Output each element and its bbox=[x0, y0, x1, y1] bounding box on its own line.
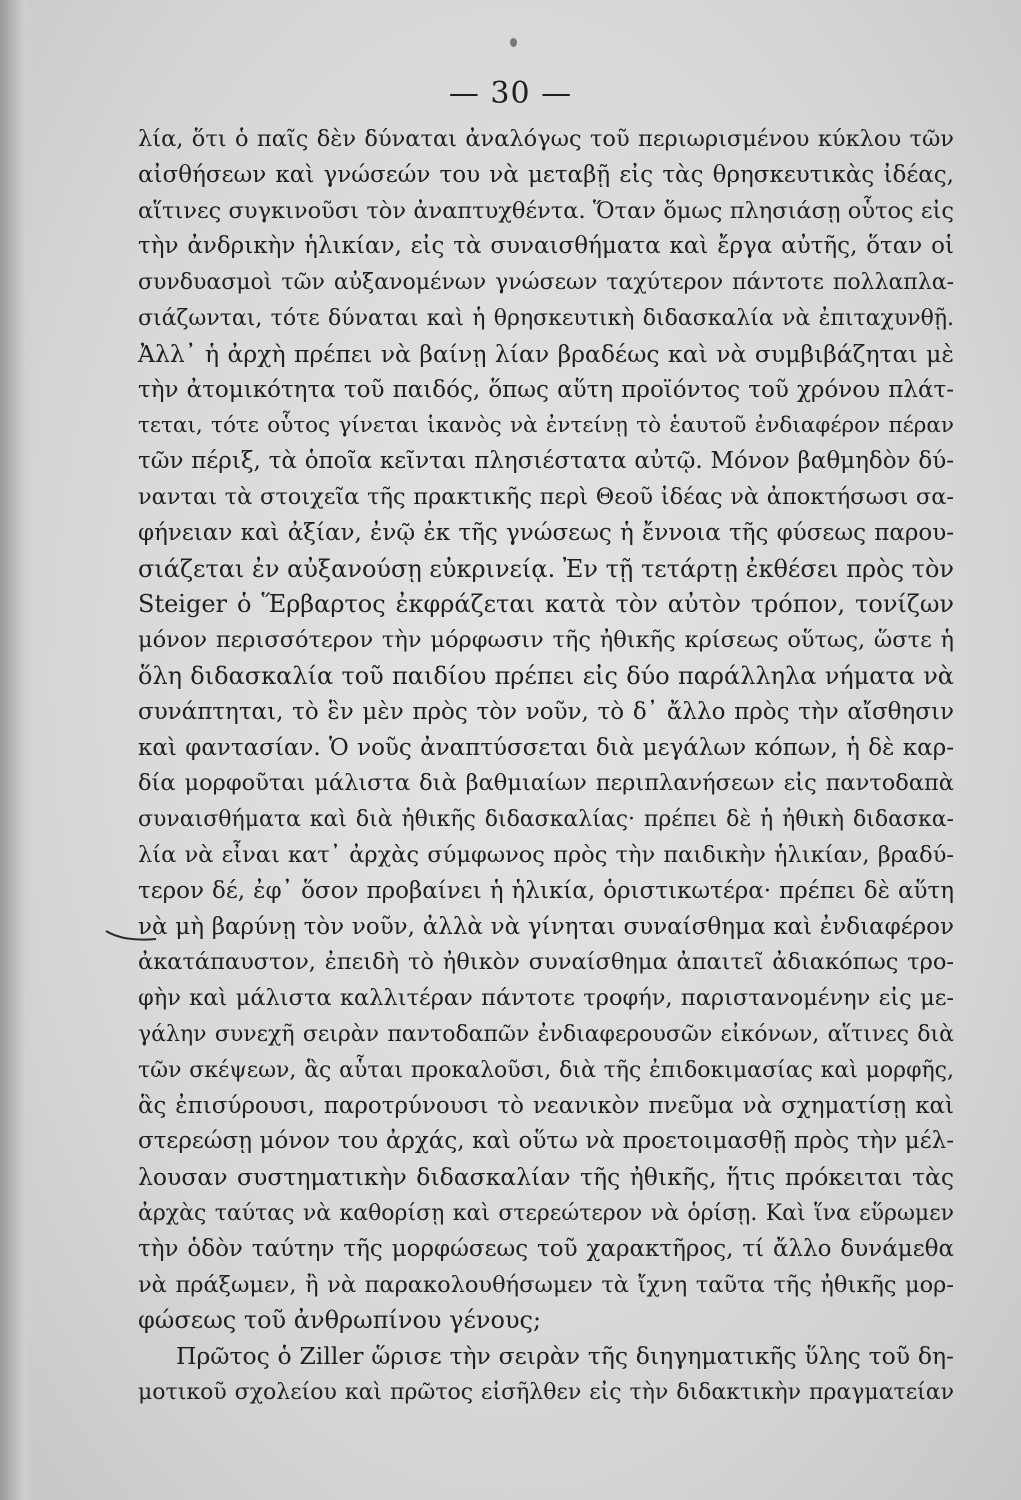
text-line: συνάπτηται, τὸ ἓν μὲν πρὸς τὸν νοῦν, τὸ δ᾽ ἄλλο πρὸς τὴν αἴσθησιν bbox=[138, 698, 954, 725]
text-line: σιάζεται ἐν αὐξανούσῃ εὐκρινείᾳ. Ἐν τῇ τετάρτῃ ἐκθέσει πρὸς τὸν bbox=[138, 554, 954, 583]
text-line: τῶν πέριξ, τὰ ὁποῖα κεῖνται πλησιέστατα αὐτῷ. Μόνον βαθμηδὸν δύ- bbox=[138, 448, 954, 475]
text-line: συνδυασμοὶ τῶν αὐξανομένων γνώσεων ταχύτερον πάντοτε πολλαπλα- bbox=[138, 270, 954, 296]
text-line: τῶν σκέψεων, ἃς αὗται προκαλοῦσι, διὰ τῆς ἐπιδοκιμασίας καὶ μορφῆς, bbox=[138, 1057, 954, 1083]
paragraph-end-line: φώσεως τοῦ ἀνθρωπίνου γένους; bbox=[138, 1306, 542, 1335]
text-line: ἀρχὰς ταύτας νὰ καθορίσῃ καὶ στερεώτερον νὰ ὁρίσῃ. Καὶ ἵνα εὕρωμεν bbox=[138, 1200, 954, 1226]
text-line: αἰσθήσεων καὶ γνώσεών του νὰ μεταβῇ εἰς τὰς θρησκευτικὰς ἰδέας, bbox=[138, 161, 954, 188]
text-line: συναισθήματα καὶ διὰ ἠθικῆς διδασκαλίας· πρέπει δὲ ἡ ἠθικὴ διδασκα- bbox=[138, 807, 954, 833]
text-line: Steiger ὁ Ἕρβαρτος ἐκφράζεται κατὰ τὸν αὐτὸν τρόπον, τονίζων bbox=[138, 590, 954, 619]
text-line: φὴν καὶ μάλιστα καλλιτέραν πάντοτε τροφήν, παριστανομένην εἰς με- bbox=[138, 985, 954, 1012]
text-line: μόνον περισσότερον τὴν μόρφωσιν τῆς ἠθικῆς κρίσεως οὕτως, ὥστε ἡ bbox=[138, 627, 954, 654]
text-line: αἵτινες συγκινοῦσι τὸν ἀναπτυχθέντα. Ὅταν ὅμως πλησιάσῃ οὗτος εἰς bbox=[138, 197, 954, 224]
text-line: μοτικοῦ σχολείου καὶ πρῶτος εἰσῆλθεν εἰς τὴν διδακτικὴν πραγματείαν bbox=[138, 1379, 954, 1405]
text-line: νανται τὰ στοιχεῖα τῆς πρακτικῆς περὶ Θεοῦ ἰδέας νὰ ἀποκτήσωσι σα- bbox=[138, 483, 954, 510]
text-line: τὴν ἀτομικότητα τοῦ παιδός, ὅπως αὕτη προϊόντος τοῦ χρόνου πλάτ- bbox=[138, 376, 954, 403]
text-line: στερεώσῃ μόνον του ἀρχάς, καὶ οὕτω νὰ προετοιμασθῇ πρὸς τὴν μέλ- bbox=[138, 1128, 954, 1155]
text-line: ἃς ἐπισύρουσι, παροτρύνουσι τὸ νεανικὸν πνεῦμα νὰ σχηματίσῃ καὶ bbox=[138, 1092, 954, 1119]
body-text bbox=[138, 122, 954, 1411]
text-line: καὶ φαντασίαν. Ὁ νοῦς ἀναπτύσσεται διὰ μεγάλων κόπων, ἡ δὲ καρ- bbox=[138, 734, 954, 761]
text-line: νὰ μὴ βαρύνῃ τὸν νοῦν, ἀλλὰ νὰ γίνηται συναίσθημα καὶ ἐνδιαφέρον bbox=[138, 913, 954, 940]
text-line: ἀκατάπαυστον, ἐπειδὴ τὸ ἠθικὸν συναίσθημα ἀπαιτεῖ ἀδιακόπως τρο- bbox=[138, 949, 954, 976]
text-line: λία, ὅτι ὁ παῖς δὲν δύναται ἀναλόγως τοῦ περιωρισμένου κύκλου τῶν bbox=[138, 126, 954, 152]
text-line: τὴν ἀνδρικὴν ἡλικίαν, εἰς τὰ συναισθήματα καὶ ἔργα αὐτῆς, ὅταν οἱ bbox=[138, 233, 954, 260]
text-line: τεται, τότε οὗτος γίνεται ἱκανὸς νὰ ἐντείνῃ τὸ ἑαυτοῦ ἐνδιαφέρον πέραν bbox=[138, 413, 954, 439]
text-line: λία νὰ εἶναι κατ᾽ ἀρχὰς σύμφωνος πρὸς τὴν παιδικὴν ἡλικίαν, βραδύ- bbox=[138, 841, 954, 868]
page-spine-shadow bbox=[0, 0, 34, 1500]
text-line: γάλην συνεχῆ σειρὰν παντοδαπῶν ἐνδιαφερουσῶν εἰκόνων, αἵτινες διὰ bbox=[138, 1021, 954, 1047]
text-line: δία μορφοῦται μάλιστα διὰ βαθμιαίων περιπλανήσεων εἰς παντοδαπὰ bbox=[138, 770, 954, 797]
paragraph-start-line: Πρῶτος ὁ Ziller ὥρισε τὴν σειρὰν τῆς διηγηματικῆς ὕλης τοῦ δη- bbox=[176, 1342, 954, 1371]
text-line: ὅλη διδασκαλία τοῦ παιδίου πρέπει εἰς δύο παράλληλα νήματα νὰ bbox=[138, 661, 954, 690]
text-line: σιάζωνται, τότε δύναται καὶ ἡ θρησκευτικὴ διδασκαλία νὰ ἐπιταχυνθῇ. bbox=[138, 305, 954, 331]
text-line: νὰ πράξωμεν, ἢ νὰ παρακολουθήσωμεν τὰ ἴχνη ταῦτα τῆς ἠθικῆς μορ- bbox=[138, 1271, 954, 1298]
page-number: — 30 — bbox=[448, 76, 573, 111]
text-line: τερον δέ, ἐφ᾽ ὅσον προβαίνει ἡ ἡλικία, ὁριστικωτέρα· πρέπει δὲ αὕτη bbox=[138, 877, 954, 904]
ink-spot bbox=[510, 38, 517, 47]
text-line: λουσαν συστηματικὴν διδασκαλίαν τῆς ἠθικῆς, ἥτις πρόκειται τὰς bbox=[138, 1163, 954, 1192]
text-line: Ἀλλ᾽ ἡ ἀρχὴ πρέπει νὰ βαίνῃ λίαν βραδέως καὶ νὰ συμβιβάζηται μὲ bbox=[138, 339, 954, 368]
text-line: φήνειαν καὶ ἀξίαν, ἐνῷ ἐκ τῆς γνώσεως ἡ ἔννοια τῆς φύσεως παρου- bbox=[138, 519, 954, 546]
text-line: τὴν ὁδὸν ταύτην τῆς μορφώσεως τοῦ χαρακτῆρος, τί ἄλλο δυνάμεθα bbox=[138, 1235, 954, 1262]
